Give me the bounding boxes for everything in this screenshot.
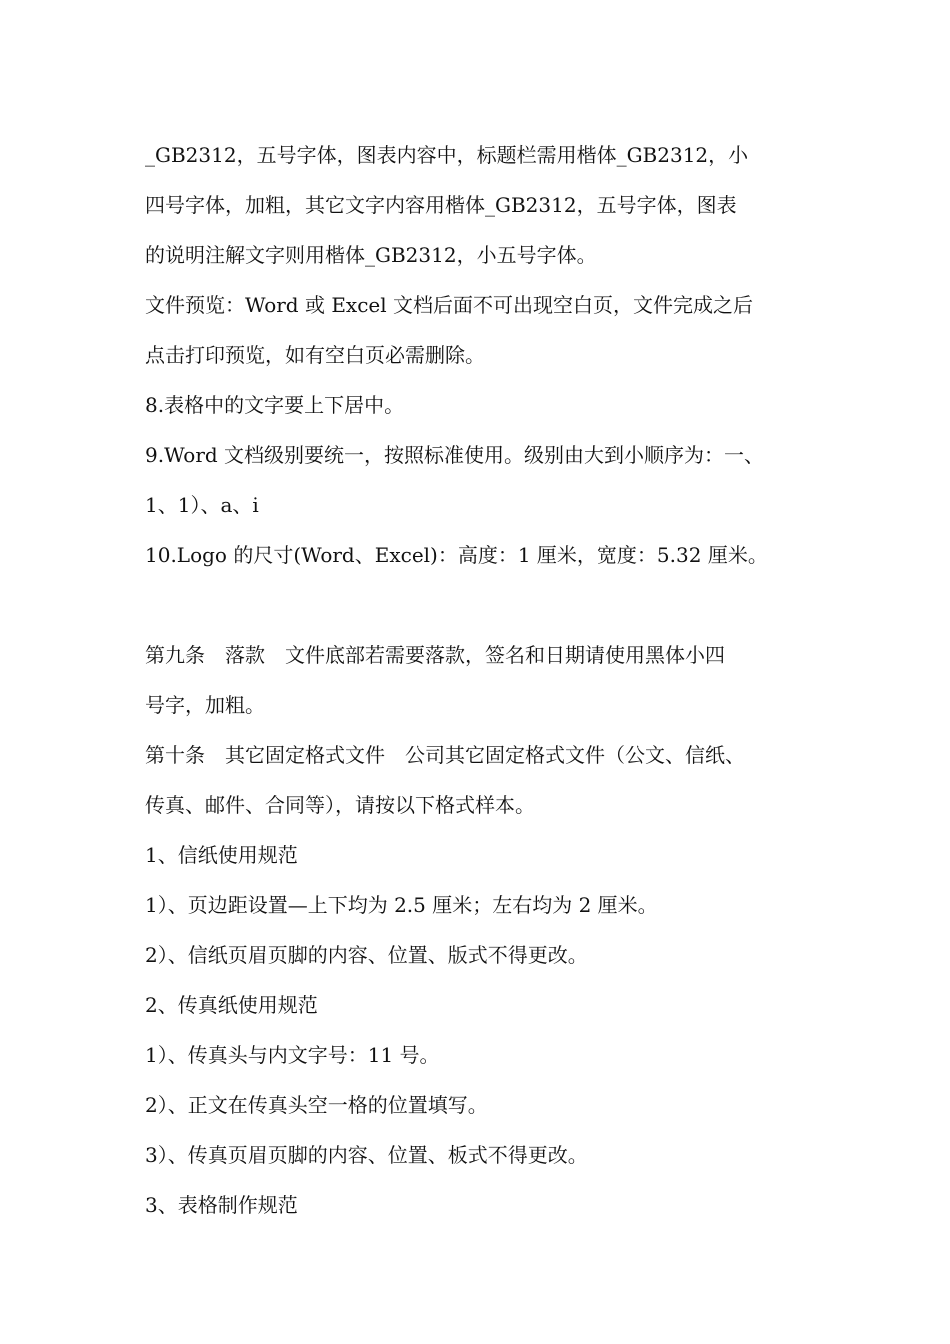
paragraph-line: 第十条 其它固定格式文件 公司其它固定格式文件（公文、信纸、 — [145, 743, 745, 767]
paragraph-line: 2）、信纸页眉页脚的内容、位置、版式不得更改。 — [145, 943, 588, 967]
paragraph-line: 点击打印预览，如有空白页必需删除。 — [145, 343, 485, 367]
paragraph-line: _GB2312，五号字体，图表内容中，标题栏需用楷体_GB2312，小 — [145, 143, 749, 167]
paragraph-line: 1、1）、a、i — [145, 493, 259, 517]
document-body — [145, 130, 825, 1230]
paragraph-line: 的说明注解文字则用楷体_GB2312，小五号字体。 — [145, 243, 597, 267]
paragraph-line: 8.表格中的文字要上下居中。 — [145, 393, 405, 417]
paragraph-line: 第九条 落款 文件底部若需要落款，签名和日期请使用黑体小四 — [145, 643, 725, 667]
paragraph-line: 2）、正文在传真头空一格的位置填写。 — [145, 1093, 488, 1117]
paragraph-line: 文件预览：Word 或 Excel 文档后面不可出现空白页，文件完成之后 — [145, 293, 753, 317]
paragraph-line: 2、传真纸使用规范 — [145, 993, 318, 1017]
paragraph-line: 3）、传真页眉页脚的内容、位置、板式不得更改。 — [145, 1143, 588, 1167]
paragraph-line: 1、信纸使用规范 — [145, 843, 298, 867]
blank-line — [145, 580, 825, 630]
paragraph-line: 传真、邮件、合同等），请按以下格式样本。 — [145, 793, 535, 817]
paragraph-line: 四号字体，加粗，其它文字内容用楷体_GB2312，五号字体，图表 — [145, 193, 737, 217]
paragraph-line: 10.Logo 的尺寸(Word、Excel)：高度：1 厘米，宽度：5.32 厘米。 — [145, 543, 768, 567]
paragraph-line: 9.Word 文档级别要统一，按照标准使用。级别由大到小顺序为：一、 — [145, 443, 765, 467]
paragraph-line: 1）、传真头与内文字号：11 号。 — [145, 1043, 440, 1067]
paragraph-line: 1）、页边距设置—上下均为 2.5 厘米；左右均为 2 厘米。 — [145, 893, 658, 917]
paragraph-line: 3、表格制作规范 — [145, 1193, 298, 1217]
paragraph-line: 号字，加粗。 — [145, 693, 265, 717]
